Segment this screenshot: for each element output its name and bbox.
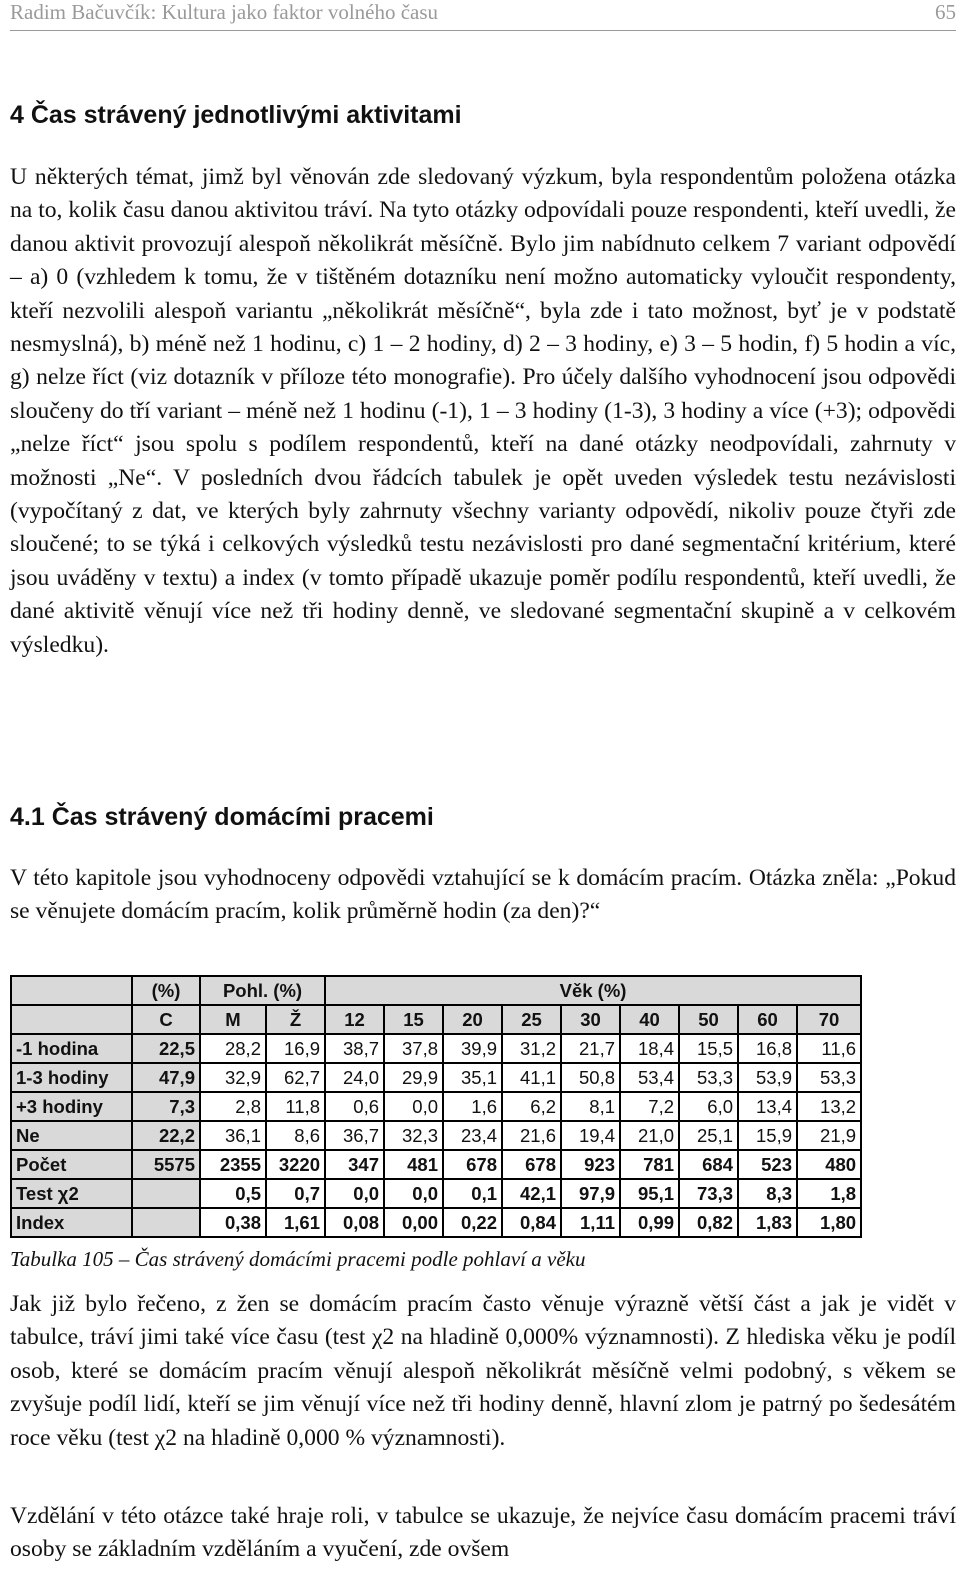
table-cell: 0,38 (200, 1208, 266, 1237)
table-cell: 1,80 (797, 1208, 861, 1237)
table-cell: 0,22 (443, 1208, 502, 1237)
header-rule (10, 30, 956, 31)
table-cell: 523 (738, 1150, 797, 1179)
table-cell: 21,7 (561, 1034, 620, 1063)
table-cell: 684 (679, 1150, 738, 1179)
table-cell: 2355 (200, 1150, 266, 1179)
table-cell: 21,9 (797, 1121, 861, 1150)
table-cell: 28,2 (200, 1034, 266, 1063)
table-cell: 29,9 (384, 1063, 443, 1092)
row-label: Test χ2 (11, 1179, 132, 1208)
table-cell (132, 1179, 200, 1208)
table-row (11, 1034, 861, 1063)
row-label: +3 hodiny (11, 1092, 132, 1121)
table-cell: 16,8 (738, 1034, 797, 1063)
table-cell: 22,2 (132, 1121, 200, 1150)
table-cell: 0,00 (384, 1208, 443, 1237)
row-label: Ne (11, 1121, 132, 1150)
table-cell: 24,0 (325, 1063, 384, 1092)
subsection-paragraph: V této kapitole jsou vyhodnoceny odpovědi vztahující se k domácím pracím. Otázka zněla: „Pokud se věnujete domácím pracím, kolik průměrně hodin (za den)?“ (10, 865, 956, 925)
table-row (11, 1179, 861, 1208)
table-row (11, 1208, 861, 1237)
table-cell: 0,82 (679, 1208, 738, 1237)
column-header: 15 (384, 1005, 443, 1034)
table-cell: 480 (797, 1150, 861, 1179)
table-cell: 41,1 (502, 1063, 561, 1092)
table-cell: 53,9 (738, 1063, 797, 1092)
table-cell: 62,7 (266, 1063, 325, 1092)
table-cell: 5575 (132, 1150, 200, 1179)
table-cell (132, 1208, 200, 1237)
table-cell: 8,6 (266, 1121, 325, 1150)
running-title: Radim Bačuvčík: Kultura jako faktor volného času (10, 0, 439, 24)
table-cell: 38,7 (325, 1034, 384, 1063)
table-cell: 95,1 (620, 1179, 679, 1208)
column-header: 20 (443, 1005, 502, 1034)
table-cell: 0,84 (502, 1208, 561, 1237)
table-row (11, 1150, 861, 1179)
table-cell: 36,7 (325, 1121, 384, 1150)
table-cell: 21,6 (502, 1121, 561, 1150)
table-cell: 0,1 (443, 1179, 502, 1208)
column-header: 60 (738, 1005, 797, 1034)
table-cell: 50,8 (561, 1063, 620, 1092)
table-cell: 13,4 (738, 1092, 797, 1121)
running-header (10, 0, 956, 24)
page-number: 65 (935, 0, 956, 24)
table-cell: 53,3 (797, 1063, 861, 1092)
row-label: 1-3 hodiny (11, 1063, 132, 1092)
group-header: Věk (%) (325, 976, 861, 1005)
table-cell: 13,2 (797, 1092, 861, 1121)
column-header: Ž (266, 1005, 325, 1034)
table-cell: 0,08 (325, 1208, 384, 1237)
row-label: Index (11, 1208, 132, 1237)
group-header: Pohl. (%) (200, 976, 325, 1005)
table-cell: 1,11 (561, 1208, 620, 1237)
table-cell: 15,5 (679, 1034, 738, 1063)
table-row (11, 1121, 861, 1150)
body-paragraph: Jak již bylo řečeno, z žen se domácím pracím často věnuje výrazně větší část a jak je vidět v tabulce, tráví jimi také více času (test χ2 na hladině 0,000% významnosti). Z hlediska věku je podíl osob, které se domácím pracím věnují alespoň několikrát měsíčně velmi podobný, s věkem se zvyšuje podíl lidí, kteří se jim věnují více než tři hodiny denně, hlavní zlom je patrný po šedesátém roce věku (test χ2 na hladině 0,000 % významnosti). (10, 1291, 956, 1451)
table-cell: 53,3 (679, 1063, 738, 1092)
table-cell: 32,3 (384, 1121, 443, 1150)
table-cell: 18,4 (620, 1034, 679, 1063)
column-header: 50 (679, 1005, 738, 1034)
table-cell: 8,1 (561, 1092, 620, 1121)
table-cell: 7,2 (620, 1092, 679, 1121)
table-cell: 97,9 (561, 1179, 620, 1208)
table-cell: 35,1 (443, 1063, 502, 1092)
table-row (11, 1063, 861, 1092)
table-cell: 0,5 (200, 1179, 266, 1208)
table-cell: 25,1 (679, 1121, 738, 1150)
column-header: 12 (325, 1005, 384, 1034)
table-column-header-row (11, 1005, 861, 1034)
subsection-title: 4.1 Čas strávený domácími pracemi (10, 803, 434, 831)
column-header: M (200, 1005, 266, 1034)
table-cell: 37,8 (384, 1034, 443, 1063)
table-cell: 923 (561, 1150, 620, 1179)
table-cell: 6,2 (502, 1092, 561, 1121)
table-caption: Tabulka 105 – Čas strávený domácími pracemi podle pohlaví a věku (10, 1247, 586, 1271)
table-cell: 23,4 (443, 1121, 502, 1150)
table-group-header-row (11, 976, 861, 1005)
table-cell: 36,1 (200, 1121, 266, 1150)
table-cell: 0,99 (620, 1208, 679, 1237)
table-cell: 42,1 (502, 1179, 561, 1208)
table-cell: 1,61 (266, 1208, 325, 1237)
table-cell: 678 (443, 1150, 502, 1179)
column-header: 70 (797, 1005, 861, 1034)
table-cell: 1,8 (797, 1179, 861, 1208)
column-header: 30 (561, 1005, 620, 1034)
table-cell: 39,9 (443, 1034, 502, 1063)
table-cell: 15,9 (738, 1121, 797, 1150)
table-cell: 781 (620, 1150, 679, 1179)
table-cell: 22,5 (132, 1034, 200, 1063)
table-cell: 11,8 (266, 1092, 325, 1121)
table-cell: 0,6 (325, 1092, 384, 1121)
table-cell: 47,9 (132, 1063, 200, 1092)
row-label: Počet (11, 1150, 132, 1179)
table-cell: 32,9 (200, 1063, 266, 1092)
column-header: 25 (502, 1005, 561, 1034)
table-row (11, 1092, 861, 1121)
table-cell: 1,6 (443, 1092, 502, 1121)
table-cell: 73,3 (679, 1179, 738, 1208)
table-cell: 11,6 (797, 1034, 861, 1063)
table-cell: 3220 (266, 1150, 325, 1179)
table-cell: 347 (325, 1150, 384, 1179)
table-cell: 0,0 (384, 1092, 443, 1121)
table-cell: 0,0 (325, 1179, 384, 1208)
table-cell: 8,3 (738, 1179, 797, 1208)
table-cell: 1,83 (738, 1208, 797, 1237)
section-title: 4 Čas strávený jednotlivými aktivitami (10, 101, 462, 129)
data-table (10, 975, 862, 1238)
column-header: 40 (620, 1005, 679, 1034)
column-header: C (132, 1005, 200, 1034)
table-cell: 0,7 (266, 1179, 325, 1208)
table-cell: 16,9 (266, 1034, 325, 1063)
table-cell: 0,0 (384, 1179, 443, 1208)
section-paragraph: U některých témat, jimž byl věnován zde sledovaný výzkum, byla respondentům položena otázka na to, kolik času danou aktivitou tráví. Na tyto otázky odpovídali pouze respondenti, kteří uvedli, že danou aktivit provozují alespoň několikrát měsíčně. Bylo jim nabídnuto celkem 7 variant odpovědí – a) 0 (vzhledem k tomu, že v tištěném dotazníku není možno automaticky vyloučit respondenty, kteří nezvolili alespoň variantu „několikrát měsíčně“, byla zde i tato možnost, byť je v podstatě nesmyslná), b) méně než 1 hodinu, c) 1 – 2 hodiny, d) 2 – 3 hodiny, e) 3 – 5 hodin, f) 5 hodin a víc, g) nelze říct (viz dotazník v příloze této monografie). Pro účely dalšího vyhodnocení jsou odpovědi sloučeny do tří variant – méně než 1 hodinu (-1), 1 – 3 hodiny (1-3), 3 hodiny a více (+3); odpovědi „nelze říct“ jsou spolu s podílem respondentů, kteří na dané otázky neodpovídali, zahrnuty v možnosti „Ne“. V posledních dvou řádcích tabulek je opět uveden výsledek testu nezávislosti (vypočítaný z dat, ve kterých byly zahrnuty všechny varianty odpovědí, nikoliv pouze čtyři zde sloučené; to se týká i celkových výsledků testu nezávislosti pro dané segmentační kritérium, které jsou uváděny v textu) a index (v tomto případě ukazuje poměr podílu respondentů, kteří uvedli, že dané aktivitě věnují více než tři hodiny denně, ve sledované segmentační skupině a v celkovém výsledku). (10, 164, 956, 658)
table-cell: 678 (502, 1150, 561, 1179)
table-cell: 31,2 (502, 1034, 561, 1063)
table-cell: 7,3 (132, 1092, 200, 1121)
body-paragraph: Vzdělání v této otázce také hraje roli, v tabulce se ukazuje, že nejvíce času domácím pracemi tráví osoby se základním vzděláním a vyučení, zde ovšem (10, 1503, 956, 1563)
table-cell: 19,4 (561, 1121, 620, 1150)
table-cell: 6,0 (679, 1092, 738, 1121)
table-cell: 481 (384, 1150, 443, 1179)
group-header: (%) (132, 976, 200, 1005)
table-cell: 21,0 (620, 1121, 679, 1150)
table-cell: 2,8 (200, 1092, 266, 1121)
row-label: -1 hodina (11, 1034, 132, 1063)
table-cell: 53,4 (620, 1063, 679, 1092)
